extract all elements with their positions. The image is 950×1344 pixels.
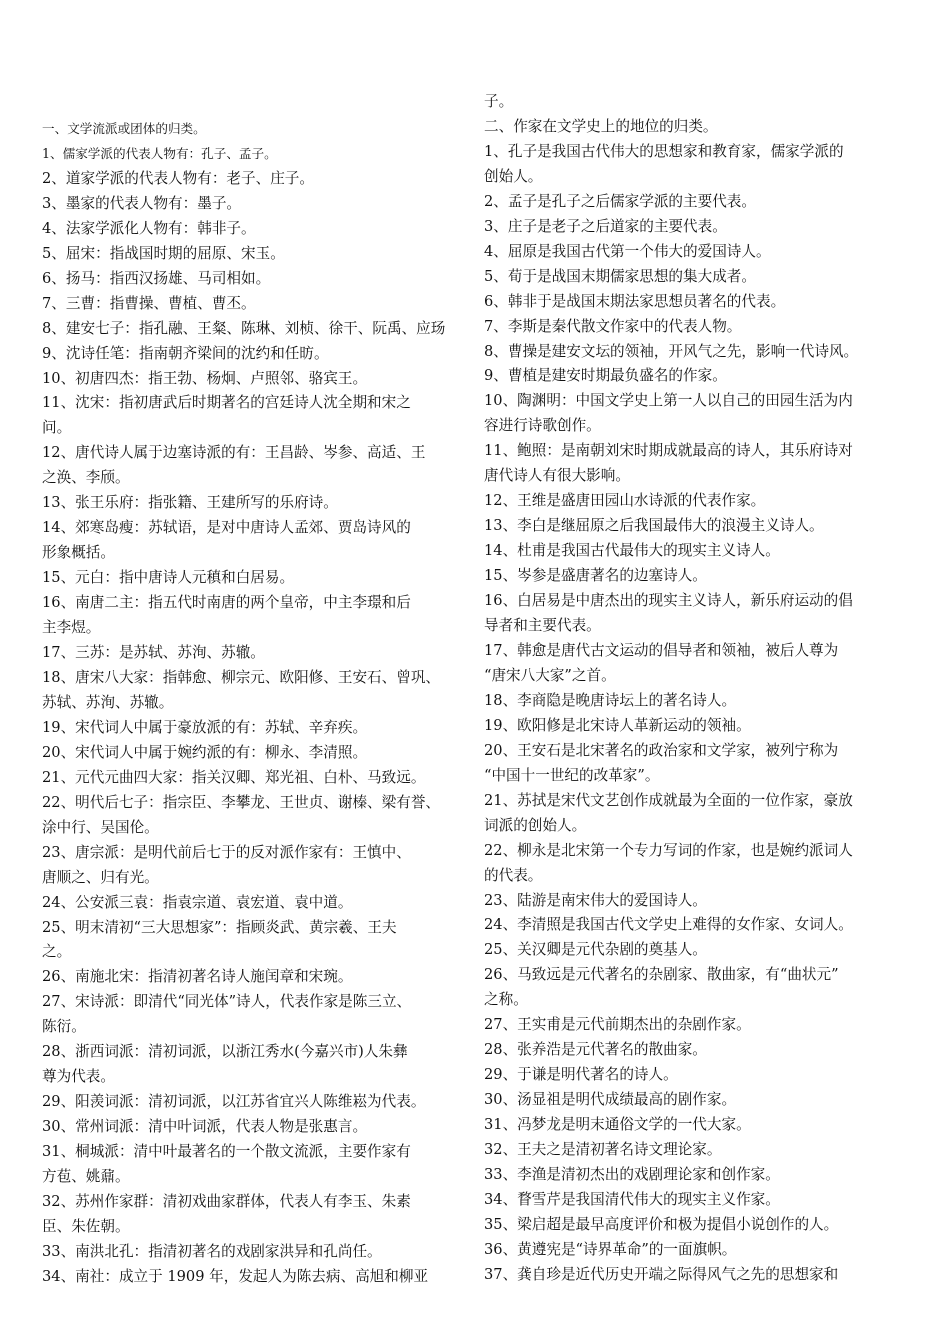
left-text-line: 16、南唐二主：指五代时南唐的两个皇帝，中主李璟和后 <box>42 594 411 612</box>
right-text-line: 18、李商隐是晚唐诗坛上的著名诗人。 <box>484 691 737 709</box>
right-text-line: 3、庄子是老子之后道家的主要代表。 <box>484 217 727 235</box>
left-text-line: 涂中行、吴国伦。 <box>42 818 159 836</box>
right-text-line: 5、荀于是战国末期儒家思想的集大成者。 <box>484 267 756 285</box>
left-text-line: 8、建安七子：指孔融、王粲、陈琳、刘桢、徐干、阮禹、应玚 <box>42 319 446 337</box>
right-text-line: 26、马致远是元代著名的杂剧家、散曲家，有“曲状元” <box>484 966 839 984</box>
left-text-line: 22、明代后七子：指宗臣、李攀龙、王世贞、谢榛、梁有誉、 <box>42 793 441 811</box>
right-text-line: 22、柳永是北宋第一个专力写词的作家，也是婉约派词人 <box>484 841 853 859</box>
left-text-line: 4、法家学派化人物有：韩非子。 <box>42 219 256 237</box>
right-text-line: 28、张养浩是元代著名的散曲家。 <box>484 1041 707 1059</box>
right-text-line: “中国十一世纪的改革家”。 <box>484 766 660 784</box>
left-text-line: 17、三苏：是苏轼、苏洵、苏辙。 <box>42 644 265 662</box>
right-text-line: 2、孟子是孔子之后儒家学派的主要代表。 <box>484 192 756 210</box>
left-text-line: 25、明末清初“三大思想家”：指顾炎武、黄宗羲、王夫 <box>42 918 397 936</box>
left-text-line: 11、沈宋：指初唐武后时期著名的宫廷诗人沈全期和宋之 <box>42 394 411 412</box>
left-text-line: 10、初唐四杰：指王勃、杨炯、卢照邻、骆宾王。 <box>42 369 368 387</box>
left-text-line: 之涣、李颀。 <box>42 469 130 487</box>
right-text-line: 21、苏拭是宋代文艺创作成就最为全面的一位作家，豪放 <box>484 791 853 809</box>
right-text-line: 7、李斯是秦代散文作家中的代表人物。 <box>484 317 742 335</box>
right-text-line: 32、王夫之是清初著名诗文理论家。 <box>484 1141 722 1159</box>
right-text-line: 6、韩非于是战国末期法家思想员著名的代表。 <box>484 292 786 310</box>
right-text-line: 词派的创始人。 <box>484 816 587 834</box>
left-text-line: 方苞、姚鼐。 <box>42 1168 130 1186</box>
left-text-line: 14、郊寒岛瘦：苏轼语，是对中唐诗人孟郊、贾岛诗风的 <box>42 519 411 537</box>
right-text-line: 11、鲍照：是南朝刘宋时期成就最高的诗人，其乐府诗对 <box>484 442 853 460</box>
left-text-line: 18、唐宋八大家：指韩愈、柳宗元、欧阳修、王安石、曾巩、 <box>42 668 441 686</box>
left-text-line: 一、文学流派或团体的归类。 <box>42 121 206 136</box>
left-text-line: 33、南洪北孔：指清初著名的戏剧家洪异和孔尚任。 <box>42 1242 382 1260</box>
left-text-line: 形象概括。 <box>42 544 115 562</box>
left-text-line: 3、墨家的代表人物有：墨子。 <box>42 194 242 212</box>
left-text-line: 15、元白：指中唐诗人元稹和白居易。 <box>42 569 295 587</box>
left-text-line: 唐顺之、归有光。 <box>42 868 159 886</box>
left-text-line: 27、宋诗派：即清代“同光体”诗人，代表作家是陈三立、 <box>42 993 412 1011</box>
right-text-line: 19、欧阳修是北宋诗人革新运动的领袖。 <box>484 716 751 734</box>
left-text-line: 31、桐城派：清中叶最著名的一个散文流派，主要作家有 <box>42 1143 411 1161</box>
right-text-line: 15、岑参是盛唐著名的边塞诗人。 <box>484 567 707 585</box>
left-text-line: 29、阳羡词派：清初词派，以江苏省宜兴人陈维崧为代表。 <box>42 1093 426 1111</box>
right-text-line: 子。 <box>484 93 514 110</box>
left-column <box>42 0 462 1290</box>
left-text-line: 苏轼、苏洵、苏辙。 <box>42 693 174 711</box>
right-text-line: 27、王实甫是元代前期杰出的杂剧作家。 <box>484 1016 751 1034</box>
right-text-line: 唐代诗人有很大影响。 <box>484 467 630 485</box>
right-text-line: 9、曹植是建安时期最负盛名的作家。 <box>484 367 727 385</box>
left-text-line: 34、南社：成立于 1909 年，发起人为陈去病、高旭和柳亚 <box>42 1267 429 1285</box>
right-text-line: 导者和主要代表。 <box>484 617 601 635</box>
left-text-line: 9、沈诗任笔：指南朝齐梁间的沈约和任昉。 <box>42 344 329 362</box>
right-text-line: 的代表。 <box>484 866 543 884</box>
left-text-line: 26、南施北宋：指清初著名诗人施闰章和宋琬。 <box>42 968 353 986</box>
left-text-line: 5、屈宋：指战国时期的屈原、宋玉。 <box>42 244 285 262</box>
right-text-line: 30、汤显祖是明代成绩最高的剧作家。 <box>484 1091 737 1109</box>
left-text-line: 1、儒家学派的代表人物有：孔子、孟子。 <box>42 145 277 161</box>
right-text-line: 31、冯梦龙是明末通俗文学的一代大家。 <box>484 1116 751 1134</box>
right-text-line: 36、黄遵宪是“诗界革命”的一面旗帜。 <box>484 1240 737 1258</box>
left-text-line: 之。 <box>42 943 72 961</box>
right-text-line: 14、杜甫是我国古代最伟大的现实主义诗人。 <box>484 542 780 560</box>
left-text-line: 28、浙西词派：清初词派，以浙江秀水(今嘉兴市)人朱彝 <box>42 1043 408 1061</box>
right-text-line: 8、曹操是建安文坛的领袖，开风气之先，影响一代诗风。 <box>484 342 859 360</box>
right-column <box>484 0 904 1288</box>
right-text-line: “唐宋八大家”之首。 <box>484 666 616 684</box>
left-text-line: 7、三曹：指曹操、曹植、曹丕。 <box>42 294 256 312</box>
left-text-line: 21、元代元曲四大家：指关汉卿、郑光祖、白朴、马致远。 <box>42 768 426 786</box>
left-text-line: 24、公安派三袁：指袁宗道、袁宏道、袁中道。 <box>42 893 353 911</box>
left-text-line: 32、苏州作家群：清初戏曲家群体，代表人有李玉、朱素 <box>42 1192 411 1210</box>
left-text-line: 12、唐代诗人属于边塞诗派的有：王昌龄、岑参、高适、王 <box>42 444 426 462</box>
left-text-line: 尊为代表。 <box>42 1068 115 1086</box>
right-text-line: 17、韩愈是唐代古文运动的倡导者和领袖，被后人尊为 <box>484 641 839 659</box>
right-text-line: 13、李白是继屈原之后我国最伟大的浪漫主义诗人。 <box>484 517 824 535</box>
left-text-line: 20、宋代词人中属于婉约派的有：柳永、李清照。 <box>42 743 368 761</box>
right-text-line: 10、陶渊明：中国文学史上第一人以自己的田园生活为内 <box>484 392 853 410</box>
right-text-line: 16、白居易是中唐杰出的现实主义诗人，新乐府运动的倡 <box>484 592 853 610</box>
left-text-line: 23、唐宗派：是明代前后七于的反对派作家有：王慎中、 <box>42 843 411 861</box>
right-text-line: 25、关汉卿是元代杂剧的奠基人。 <box>484 941 707 959</box>
right-text-line: 35、梁启超是最早高度评价和极为提倡小说创作的人。 <box>484 1215 839 1233</box>
left-text-line: 19、宋代词人中属于豪放派的有：苏轼、辛弃疾。 <box>42 718 368 736</box>
right-text-line: 33、李渔是清初杰出的戏剧理论家和创作家。 <box>484 1165 780 1183</box>
right-text-line: 4、屈原是我国古代第一个伟大的爱国诗人。 <box>484 242 771 260</box>
right-text-line: 二、作家在文学史上的地位的归类。 <box>484 117 718 135</box>
left-text-line: 问。 <box>42 419 72 437</box>
right-text-line: 34、瞀雪芹是我国清代伟大的现实主义作家。 <box>484 1190 780 1208</box>
left-text-line: 臣、朱佐朝。 <box>42 1217 130 1235</box>
right-text-line: 37、龚自珍是近代历史开端之际得风气之先的思想家和 <box>484 1265 839 1283</box>
right-text-line: 创始人。 <box>484 167 543 185</box>
left-text-line: 6、扬马：指西汉扬雄、马司相如。 <box>42 269 271 287</box>
right-text-line: 23、陆游是南宋伟大的爱国诗人。 <box>484 891 707 909</box>
right-text-line: 20、王安石是北宋著名的政治家和文学家，被列宁称为 <box>484 741 839 759</box>
right-text-line: 容进行诗歌创作。 <box>484 417 601 435</box>
left-text-line: 主李煜。 <box>42 619 101 637</box>
right-text-line: 29、于谦是明代著名的诗人。 <box>484 1066 678 1084</box>
left-text-line: 13、张王乐府：指张籍、王建所写的乐府诗。 <box>42 494 338 512</box>
left-text-line: 30、常州词派：清中叶词派，代表人物是张惠言。 <box>42 1118 368 1136</box>
left-text-line: 陈衍。 <box>42 1018 86 1036</box>
right-text-line: 之称。 <box>484 991 528 1009</box>
left-text-line: 2、道家学派的代表人物有：老子、庄子。 <box>42 169 314 187</box>
right-text-line: 12、王维是盛唐田园山水诗派的代表作家。 <box>484 492 766 510</box>
right-text-line: 24、李清照是我国古代文学史上难得的女作家、女词人。 <box>484 916 853 934</box>
right-text-line: 1、孔子是我国古代伟大的思想家和教育家，儒家学派的 <box>484 142 844 160</box>
